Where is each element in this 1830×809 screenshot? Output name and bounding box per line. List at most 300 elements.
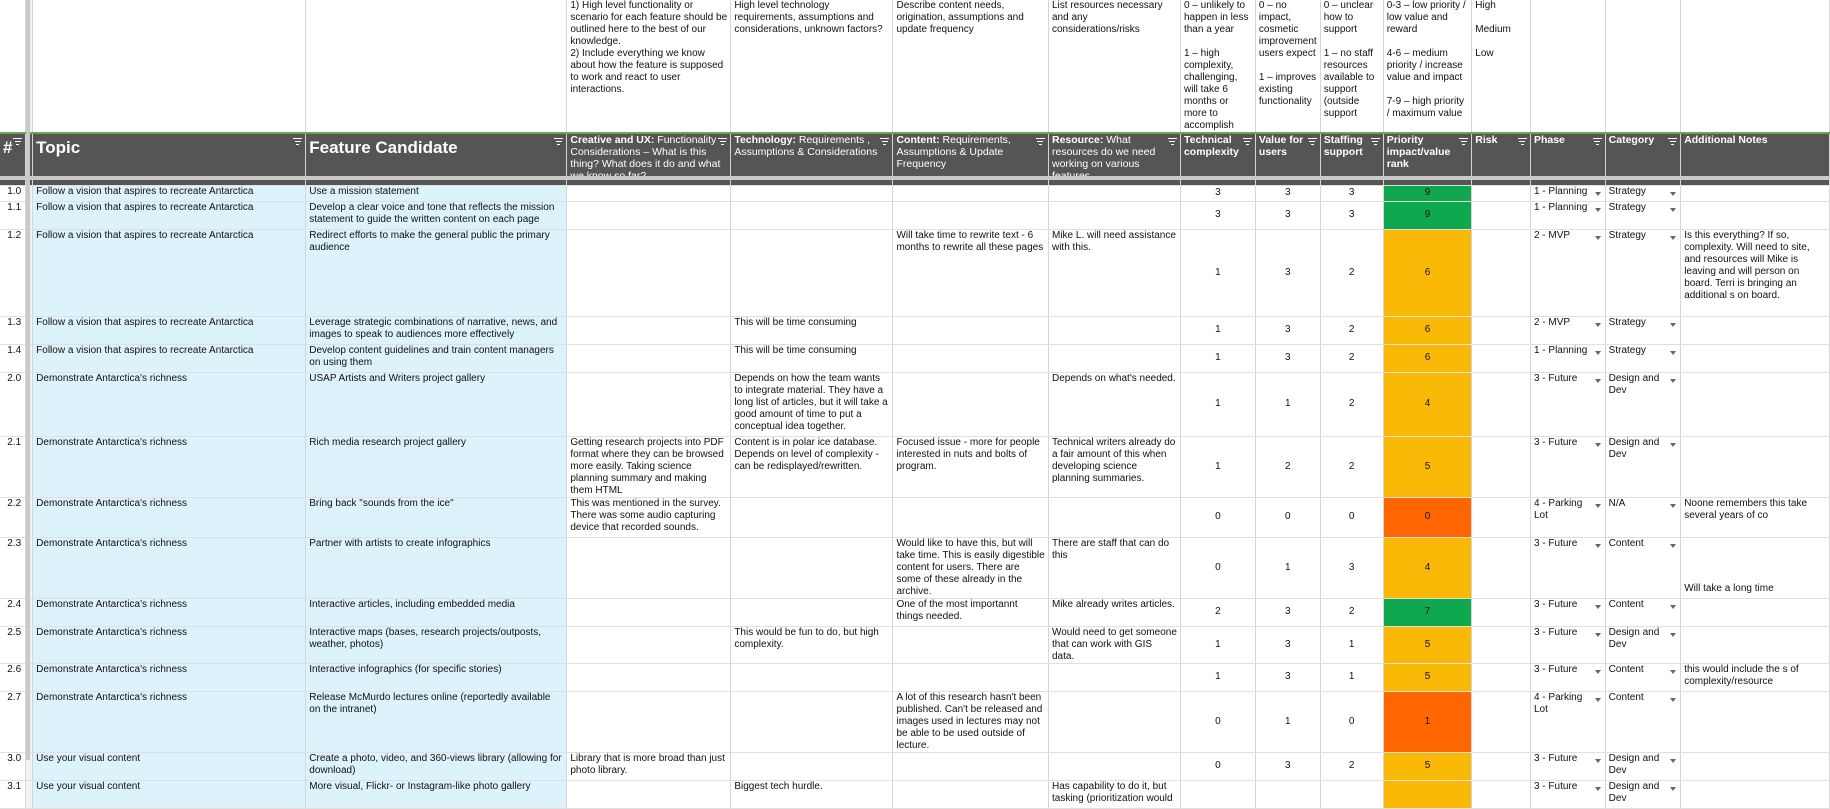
risk-cell[interactable] [1472,497,1531,537]
value-cell[interactable]: 3 [1255,344,1320,372]
header-tech-complexity[interactable]: Technical complexity [1180,133,1255,185]
row-number[interactable]: 1.3 [0,316,26,344]
filter-icon[interactable] [718,138,727,146]
table-row[interactable] [0,663,1830,691]
technology-cell[interactable]: This will be time consuming [731,316,893,344]
notes-cell[interactable]: Noone remembers this take several years of co [1681,497,1830,537]
dropdown-caret-icon[interactable] [1595,379,1601,383]
feature-cell[interactable]: Release McMurdo lectures online (reportedly available on the intranet) [306,691,567,752]
dropdown-caret-icon[interactable] [1670,443,1676,447]
notes-cell[interactable]: Is this everything? If so, complexity. Will need to site, and resources will Mike is leaving and will person on board. Terri is bringing an additional s on board. [1681,229,1830,316]
content-cell[interactable] [893,497,1049,537]
header-content[interactable]: Content: Requirements, Assumptions & Update Frequency [893,133,1049,185]
notes-cell[interactable] [1681,598,1830,626]
header-notes[interactable]: Additional Notes [1681,133,1830,185]
row-number[interactable]: 2.7 [0,691,26,752]
resource-cell[interactable] [1048,344,1180,372]
dropdown-caret-icon[interactable] [1595,192,1601,196]
topic-cell[interactable]: Follow a vision that aspires to recreate Antarctica [33,185,306,201]
value-cell[interactable] [1255,780,1320,808]
priority-cell[interactable] [1383,780,1472,808]
creative-cell[interactable] [567,598,731,626]
dropdown-caret-icon[interactable] [1670,236,1676,240]
tech-complexity-cell[interactable]: 0 [1180,691,1255,752]
technology-cell[interactable]: Depends on how the team wants to integrate material. They have a long list of articles, but it will take a good amount of time to put a conceptual idea together. [731,372,893,436]
row-number[interactable]: 2.3 [0,537,26,598]
value-cell[interactable]: 0 [1255,497,1320,537]
phase-cell[interactable] [1530,344,1605,372]
technology-cell[interactable] [731,229,893,316]
staffing-cell[interactable]: 1 [1320,663,1383,691]
dropdown-caret-icon[interactable] [1595,544,1601,548]
tech-complexity-cell[interactable]: 1 [1180,316,1255,344]
table-row[interactable] [0,316,1830,344]
phase-cell[interactable] [1530,691,1605,752]
dropdown-caret-icon[interactable] [1670,698,1676,702]
staffing-cell[interactable]: 2 [1320,344,1383,372]
phase-cell[interactable] [1530,598,1605,626]
category-cell[interactable] [1605,691,1681,752]
filter-icon[interactable] [1593,138,1602,146]
dropdown-caret-icon[interactable] [1595,787,1601,791]
value-cell[interactable]: 3 [1255,663,1320,691]
risk-cell[interactable] [1472,598,1531,626]
feature-cell[interactable]: Partner with artists to create infographics [306,537,567,598]
dropdown-caret-icon[interactable] [1670,208,1676,212]
feature-cell[interactable]: Develop content guidelines and train content managers on using them [306,344,567,372]
phase-cell[interactable] [1530,780,1605,808]
risk-cell[interactable] [1472,201,1531,229]
priority-cell[interactable]: 6 [1383,316,1472,344]
notes-cell[interactable]: this would include the s of complexity/resource [1681,663,1830,691]
risk-cell[interactable] [1472,436,1531,497]
topic-cell[interactable]: Follow a vision that aspires to recreate Antarctica [33,344,306,372]
filter-icon[interactable] [293,138,302,146]
guide-resource[interactable]: List resources necessary and any considerations/risks [1048,0,1180,133]
notes-cell[interactable] [1681,372,1830,436]
priority-cell[interactable]: 5 [1383,436,1472,497]
tech-complexity-cell[interactable]: 1 [1180,626,1255,663]
tech-complexity-cell[interactable]: 3 [1180,201,1255,229]
resource-cell[interactable] [1048,691,1180,752]
filter-icon[interactable] [1036,138,1045,146]
row-number[interactable]: 2.4 [0,598,26,626]
guide-creative[interactable]: 1) High level functionality or scenario for each feature should be outlined here to the best of our knowledge. 2) Include everything we know about how the feature is supposed to work and react to user interactions. [567,0,731,133]
priority-cell[interactable]: 5 [1383,663,1472,691]
phase-cell[interactable] [1530,372,1605,436]
topic-cell[interactable]: Demonstrate Antarctica's richness [33,691,306,752]
technology-cell[interactable]: This would be fun to do, but high complexity. [731,626,893,663]
row-number[interactable]: 1.1 [0,201,26,229]
staffing-cell[interactable]: 3 [1320,185,1383,201]
staffing-cell[interactable]: 3 [1320,537,1383,598]
content-cell[interactable]: Will take time to rewrite text - 6 months to rewrite all these pages [893,229,1049,316]
tech-complexity-cell[interactable]: 1 [1180,436,1255,497]
feature-cell[interactable]: Rich media research project gallery [306,436,567,497]
priority-cell[interactable]: 6 [1383,229,1472,316]
row-number[interactable]: 1.2 [0,229,26,316]
table-row[interactable] [0,185,1830,201]
header-category[interactable]: Category [1605,133,1681,185]
content-cell[interactable] [893,752,1049,780]
creative-cell[interactable] [567,537,731,598]
risk-cell[interactable] [1472,626,1531,663]
priority-cell[interactable]: 7 [1383,598,1472,626]
topic-cell[interactable]: Demonstrate Antarctica's richness [33,537,306,598]
dropdown-caret-icon[interactable] [1670,323,1676,327]
guide-priority[interactable]: 0-3 – low priority / low value and reward 4-6 – medium priority / increase value and impact 7-9 – high priority / maximum value [1383,0,1472,133]
creative-cell[interactable] [567,691,731,752]
category-cell[interactable] [1605,537,1681,598]
table-row[interactable] [0,780,1830,808]
resource-cell[interactable]: Mike L. will need assistance with this. [1048,229,1180,316]
header-value[interactable]: Value for users [1255,133,1320,185]
phase-cell[interactable] [1530,316,1605,344]
dropdown-caret-icon[interactable] [1670,351,1676,355]
filter-icon[interactable] [1168,138,1177,146]
category-cell[interactable] [1605,316,1681,344]
phase-cell[interactable] [1530,663,1605,691]
staffing-cell[interactable]: 0 [1320,691,1383,752]
resource-cell[interactable] [1048,663,1180,691]
dropdown-caret-icon[interactable] [1595,208,1601,212]
feature-cell[interactable]: USAP Artists and Writers project gallery [306,372,567,436]
topic-cell[interactable]: Demonstrate Antarctica's richness [33,598,306,626]
priority-cell[interactable]: 4 [1383,372,1472,436]
resource-cell[interactable] [1048,316,1180,344]
phase-cell[interactable] [1530,752,1605,780]
table-row[interactable] [0,344,1830,372]
row-number[interactable]: 2.2 [0,497,26,537]
filter-icon[interactable] [1308,138,1317,146]
tech-complexity-cell[interactable]: 3 [1180,185,1255,201]
staffing-cell[interactable] [1320,780,1383,808]
content-cell[interactable]: Focused issue - more for people interested in nuts and bolts of program. [893,436,1049,497]
table-row[interactable] [0,436,1830,497]
topic-cell[interactable]: Demonstrate Antarctica's richness [33,626,306,663]
value-cell[interactable]: 1 [1255,537,1320,598]
priority-cell[interactable]: 5 [1383,626,1472,663]
resource-cell[interactable] [1048,497,1180,537]
category-cell[interactable] [1605,201,1681,229]
value-cell[interactable]: 3 [1255,201,1320,229]
content-cell[interactable] [893,372,1049,436]
filter-icon[interactable] [880,138,889,146]
topic-cell[interactable]: Demonstrate Antarctica's richness [33,372,306,436]
filter-icon[interactable] [1668,138,1677,146]
phase-cell[interactable] [1530,185,1605,201]
value-cell[interactable]: 1 [1255,372,1320,436]
guide-risk[interactable]: High Medium Low [1472,0,1531,133]
category-cell[interactable] [1605,185,1681,201]
notes-cell[interactable]: Will take a long time [1681,537,1830,598]
tech-complexity-cell[interactable]: 0 [1180,497,1255,537]
staffing-cell[interactable]: 1 [1320,626,1383,663]
filter-icon[interactable] [13,138,22,146]
table-row[interactable] [0,691,1830,752]
feature-cell[interactable]: Bring back "sounds from the ice" [306,497,567,537]
dropdown-caret-icon[interactable] [1595,351,1601,355]
creative-cell[interactable] [567,372,731,436]
resource-cell[interactable] [1048,201,1180,229]
content-cell[interactable] [893,663,1049,691]
value-cell[interactable]: 1 [1255,691,1320,752]
filter-icon[interactable] [1459,138,1468,146]
resource-cell[interactable]: There are staff that can do this [1048,537,1180,598]
feature-cell[interactable]: Interactive articles, including embedded media [306,598,567,626]
technology-cell[interactable] [731,598,893,626]
content-cell[interactable] [893,344,1049,372]
filter-icon[interactable] [1518,138,1527,146]
technology-cell[interactable]: Content is in polar ice database. Depends on level of complexity - can be redisplayed/rewritten. [731,436,893,497]
staffing-cell[interactable]: 2 [1320,598,1383,626]
guide-value[interactable]: 0 – no impact, cosmetic improvement users expect 1 – improves existing functionality [1255,0,1320,133]
technology-cell[interactable] [731,752,893,780]
topic-cell[interactable]: Use your visual content [33,780,306,808]
staffing-cell[interactable]: 3 [1320,201,1383,229]
tech-complexity-cell[interactable]: 0 [1180,537,1255,598]
table-row[interactable] [0,598,1830,626]
category-cell[interactable] [1605,436,1681,497]
row-number[interactable]: 1.0 [0,185,26,201]
header-risk[interactable]: Risk [1472,133,1531,185]
row-number[interactable]: 1.4 [0,344,26,372]
notes-cell[interactable] [1681,201,1830,229]
staffing-cell[interactable]: 2 [1320,229,1383,316]
technology-cell[interactable] [731,691,893,752]
content-cell[interactable] [893,316,1049,344]
staffing-cell[interactable]: 0 [1320,497,1383,537]
priority-cell[interactable]: 4 [1383,537,1472,598]
row-number[interactable]: 3.0 [0,752,26,780]
category-cell[interactable] [1605,780,1681,808]
dropdown-caret-icon[interactable] [1595,698,1601,702]
table-row[interactable] [0,752,1830,780]
notes-cell[interactable] [1681,626,1830,663]
priority-cell[interactable]: 0 [1383,497,1472,537]
filter-icon[interactable] [1371,138,1380,146]
notes-cell[interactable] [1681,316,1830,344]
feature-cell[interactable]: More visual, Flickr- or Instagram-like photo gallery [306,780,567,808]
resource-cell[interactable] [1048,185,1180,201]
category-cell[interactable] [1605,372,1681,436]
dropdown-caret-icon[interactable] [1670,504,1676,508]
risk-cell[interactable] [1472,229,1531,316]
table-row[interactable] [0,372,1830,436]
creative-cell[interactable] [567,201,731,229]
feature-cell[interactable]: Redirect efforts to make the general public the primary audience [306,229,567,316]
feature-cell[interactable]: Leverage strategic combinations of narrative, news, and images to speak to audiences more effectively [306,316,567,344]
technology-cell[interactable] [731,497,893,537]
category-cell[interactable] [1605,626,1681,663]
dropdown-caret-icon[interactable] [1595,504,1601,508]
tech-complexity-cell[interactable]: 1 [1180,663,1255,691]
priority-cell[interactable]: 5 [1383,752,1472,780]
table-row[interactable] [0,229,1830,316]
value-cell[interactable]: 3 [1255,598,1320,626]
technology-cell[interactable] [731,537,893,598]
header-num[interactable]: # [0,133,26,185]
row-number[interactable]: 2.1 [0,436,26,497]
staffing-cell[interactable]: 2 [1320,436,1383,497]
resource-cell[interactable]: Technical writers already do a fair amount of this when developing science planning summaries. [1048,436,1180,497]
dropdown-caret-icon[interactable] [1595,633,1601,637]
technology-cell[interactable] [731,201,893,229]
topic-cell[interactable]: Follow a vision that aspires to recreate Antarctica [33,229,306,316]
tech-complexity-cell[interactable] [1180,780,1255,808]
value-cell[interactable]: 3 [1255,626,1320,663]
technology-cell[interactable] [731,663,893,691]
value-cell[interactable]: 3 [1255,316,1320,344]
category-cell[interactable] [1605,229,1681,316]
content-cell[interactable] [893,185,1049,201]
content-cell[interactable]: Would like to have this, but will take time. This is easily digestible content for users. There are some of these already in the archive. [893,537,1049,598]
header-feature[interactable]: Feature Candidate [306,133,567,185]
category-cell[interactable] [1605,663,1681,691]
notes-cell[interactable] [1681,752,1830,780]
dropdown-caret-icon[interactable] [1670,670,1676,674]
value-cell[interactable]: 3 [1255,752,1320,780]
table-row[interactable] [0,537,1830,598]
feature-cell[interactable]: Use a mission statement [306,185,567,201]
content-cell[interactable] [893,201,1049,229]
risk-cell[interactable] [1472,537,1531,598]
topic-cell[interactable]: Demonstrate Antarctica's richness [33,663,306,691]
resource-cell[interactable] [1048,752,1180,780]
notes-cell[interactable] [1681,780,1830,808]
filter-icon[interactable] [1243,138,1252,146]
resource-cell[interactable]: Has capability to do it, but tasking (prioritization would [1048,780,1180,808]
category-cell[interactable] [1605,752,1681,780]
risk-cell[interactable] [1472,372,1531,436]
resource-cell[interactable]: Would need to get someone that can work with GIS data. [1048,626,1180,663]
filter-icon[interactable] [554,138,563,146]
category-cell[interactable] [1605,598,1681,626]
feature-cell[interactable]: Interactive maps (bases, research projects/outposts, weather, photos) [306,626,567,663]
dropdown-caret-icon[interactable] [1670,379,1676,383]
risk-cell[interactable] [1472,691,1531,752]
table-row[interactable] [0,497,1830,537]
risk-cell[interactable] [1472,780,1531,808]
risk-cell[interactable] [1472,185,1531,201]
phase-cell[interactable] [1530,201,1605,229]
tech-complexity-cell[interactable]: 1 [1180,372,1255,436]
row-number[interactable]: 2.6 [0,663,26,691]
staffing-cell[interactable]: 2 [1320,316,1383,344]
frozen-row-divider[interactable] [0,176,1830,180]
priority-cell[interactable]: 1 [1383,691,1472,752]
header-technology[interactable]: Technology: Requirements , Assumptions & Considerations [731,133,893,185]
content-cell[interactable] [893,626,1049,663]
notes-cell[interactable] [1681,436,1830,497]
notes-cell[interactable] [1681,691,1830,752]
row-number[interactable]: 2.0 [0,372,26,436]
creative-cell[interactable] [567,316,731,344]
dropdown-caret-icon[interactable] [1670,759,1676,763]
creative-cell[interactable]: Getting research projects into PDF format where they can be browsed more easily. Taking science planning summary and making them HTML [567,436,731,497]
dropdown-caret-icon[interactable] [1670,192,1676,196]
guide-staffing[interactable]: 0 – unclear how to support 1 – no staff resources available to support (outside support [1320,0,1383,133]
notes-cell[interactable] [1681,185,1830,201]
dropdown-caret-icon[interactable] [1595,443,1601,447]
header-staffing[interactable]: Staffing support [1320,133,1383,185]
header-topic[interactable]: Topic [33,133,306,185]
dropdown-caret-icon[interactable] [1595,670,1601,674]
creative-cell[interactable] [567,344,731,372]
creative-cell[interactable] [567,780,731,808]
topic-cell[interactable]: Use your visual content [33,752,306,780]
technology-cell[interactable] [731,185,893,201]
risk-cell[interactable] [1472,344,1531,372]
resource-cell[interactable]: Depends on what's needed. [1048,372,1180,436]
dropdown-caret-icon[interactable] [1670,787,1676,791]
risk-cell[interactable] [1472,752,1531,780]
staffing-cell[interactable]: 2 [1320,372,1383,436]
value-cell[interactable]: 2 [1255,436,1320,497]
creative-cell[interactable] [567,626,731,663]
guide-technology[interactable]: High level technology requirements, assumptions and considerations, unknown factors? [731,0,893,133]
technology-cell[interactable]: Biggest tech hurdle. [731,780,893,808]
feature-cell[interactable]: Create a photo, video, and 360-views library (allowing for download) [306,752,567,780]
header-priority[interactable]: Priority impact/value rank [1383,133,1472,185]
header-resource[interactable]: Resource: What resources do we need working on various [1048,133,1180,185]
guide-content[interactable]: Describe content needs, origination, assumptions and update frequency [893,0,1049,133]
phase-cell[interactable] [1530,229,1605,316]
resource-cell[interactable]: Mike already writes articles. [1048,598,1180,626]
header-phase[interactable]: Phase [1530,133,1605,185]
guide-tech-complexity[interactable]: 0 – unlikely to happen in less than a year 1 – high complexity, challenging, will take 6 months or more to accomplish [1180,0,1255,133]
technology-cell[interactable]: This will be time consuming [731,344,893,372]
header-creative[interactable]: Creative and UX: Functionality Considerations – What is this thing? What does it do and what [567,133,731,185]
topic-cell[interactable]: Follow a vision that aspires to recreate Antarctica [33,316,306,344]
notes-cell[interactable] [1681,344,1830,372]
feature-cell[interactable]: Develop a clear voice and tone that reflects the mission statement to guide the written content on each page [306,201,567,229]
row-number[interactable]: 3.1 [0,780,26,808]
dropdown-caret-icon[interactable] [1670,544,1676,548]
priority-cell[interactable]: 6 [1383,344,1472,372]
category-cell[interactable] [1605,344,1681,372]
table-row[interactable] [0,201,1830,229]
dropdown-caret-icon[interactable] [1595,605,1601,609]
dropdown-caret-icon[interactable] [1595,323,1601,327]
content-cell[interactable] [893,780,1049,808]
dropdown-caret-icon[interactable] [1595,236,1601,240]
table-row[interactable] [0,626,1830,663]
content-cell[interactable]: One of the most importannt things needed. [893,598,1049,626]
row-number[interactable]: 2.5 [0,626,26,663]
staffing-cell[interactable]: 2 [1320,752,1383,780]
creative-cell[interactable]: Library that is more broad than just photo library. [567,752,731,780]
dropdown-caret-icon[interactable] [1670,605,1676,609]
creative-cell[interactable] [567,229,731,316]
feature-cell[interactable]: Interactive infographics (for specific stories) [306,663,567,691]
dropdown-caret-icon[interactable] [1670,633,1676,637]
phase-cell[interactable] [1530,537,1605,598]
tech-complexity-cell[interactable]: 1 [1180,344,1255,372]
topic-cell[interactable]: Demonstrate Antarctica's richness [33,436,306,497]
phase-cell[interactable] [1530,436,1605,497]
topic-cell[interactable]: Follow a vision that aspires to recreate Antarctica [33,201,306,229]
dropdown-caret-icon[interactable] [1595,759,1601,763]
creative-cell[interactable] [567,663,731,691]
risk-cell[interactable] [1472,663,1531,691]
tech-complexity-cell[interactable]: 1 [1180,229,1255,316]
creative-cell[interactable]: This was mentioned in the survey. There was some audio capturing device that recorded sounds. [567,497,731,537]
category-cell[interactable] [1605,497,1681,537]
priority-cell[interactable]: 9 [1383,201,1472,229]
tech-complexity-cell[interactable]: 0 [1180,752,1255,780]
risk-cell[interactable] [1472,316,1531,344]
